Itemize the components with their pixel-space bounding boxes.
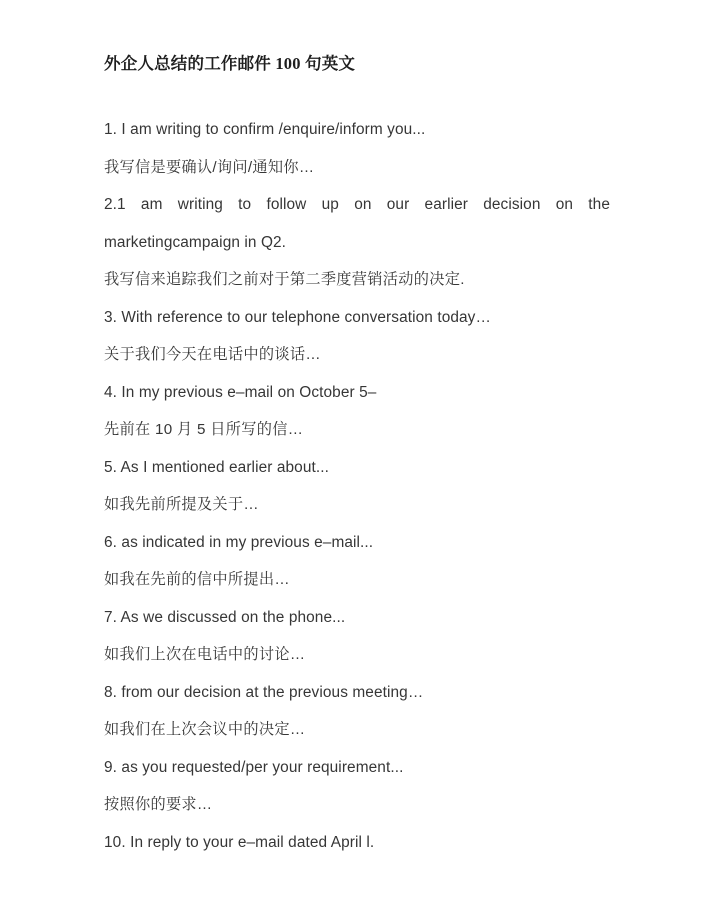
list-item: [104, 524, 610, 599]
list-item: [104, 374, 610, 449]
entry-chinese-2: 我写信来追踪我们之前对于第二季度营销活动的决定.: [104, 271, 465, 288]
list-item: [104, 749, 610, 824]
list-item: [104, 824, 610, 862]
entry-chinese-1: 我写信是要确认/询问/通知你…: [104, 158, 315, 176]
entry-chinese-8: 如我们在上次会议中的决定…: [104, 721, 306, 738]
entry-chinese-7: 如我们上次在电话中的讨论…: [104, 646, 306, 663]
list-item: [104, 599, 610, 674]
entry-chinese-3: 关于我们今天在电话中的谈话…: [104, 346, 321, 363]
page-title: 外企人总结的工作邮件 100 句英文: [104, 54, 356, 73]
entry-english-2: [104, 186, 610, 261]
entry-english-3: 3. With reference to our telephone conversation today…: [104, 308, 491, 326]
list-item: [104, 186, 610, 299]
list-item: [104, 299, 610, 374]
entry-english-9: 9. as you requested/per your requirement...: [104, 758, 404, 776]
entry-english-4: 4. In my previous e–mail on October 5–: [104, 383, 377, 401]
entry-english-5: 5. As I mentioned earlier about...: [104, 458, 329, 476]
entry-chinese-6: 如我在先前的信中所提出…: [104, 571, 290, 588]
list-item: [104, 111, 610, 186]
entry-chinese-4: 先前在 10 月 5 日所写的信…: [104, 421, 304, 438]
phrase-list: [104, 111, 610, 861]
entry-english-7: 7. As we discussed on the phone...: [104, 608, 346, 626]
entry-english-2-line-2: marketingcampaign in Q2.: [104, 233, 287, 251]
list-item: [104, 674, 610, 749]
list-item: [104, 449, 610, 524]
entry-english-10: 10. In reply to your e–mail dated April l.: [104, 833, 375, 851]
document-content: [104, 0, 610, 861]
entry-chinese-9: 按照你的要求…: [104, 796, 213, 813]
entry-english-6: 6. as indicated in my previous e–mail...: [104, 533, 374, 551]
entry-english-8: 8. from our decision at the previous meeting…: [104, 683, 424, 701]
entry-english-2-line-1: 2.1 am writing to follow up on our earlier decision on the: [104, 196, 610, 213]
entry-chinese-5: 如我先前所提及关于…: [104, 496, 259, 513]
entry-english-1: 1. I am writing to confirm /enquire/inform you...: [104, 121, 426, 138]
